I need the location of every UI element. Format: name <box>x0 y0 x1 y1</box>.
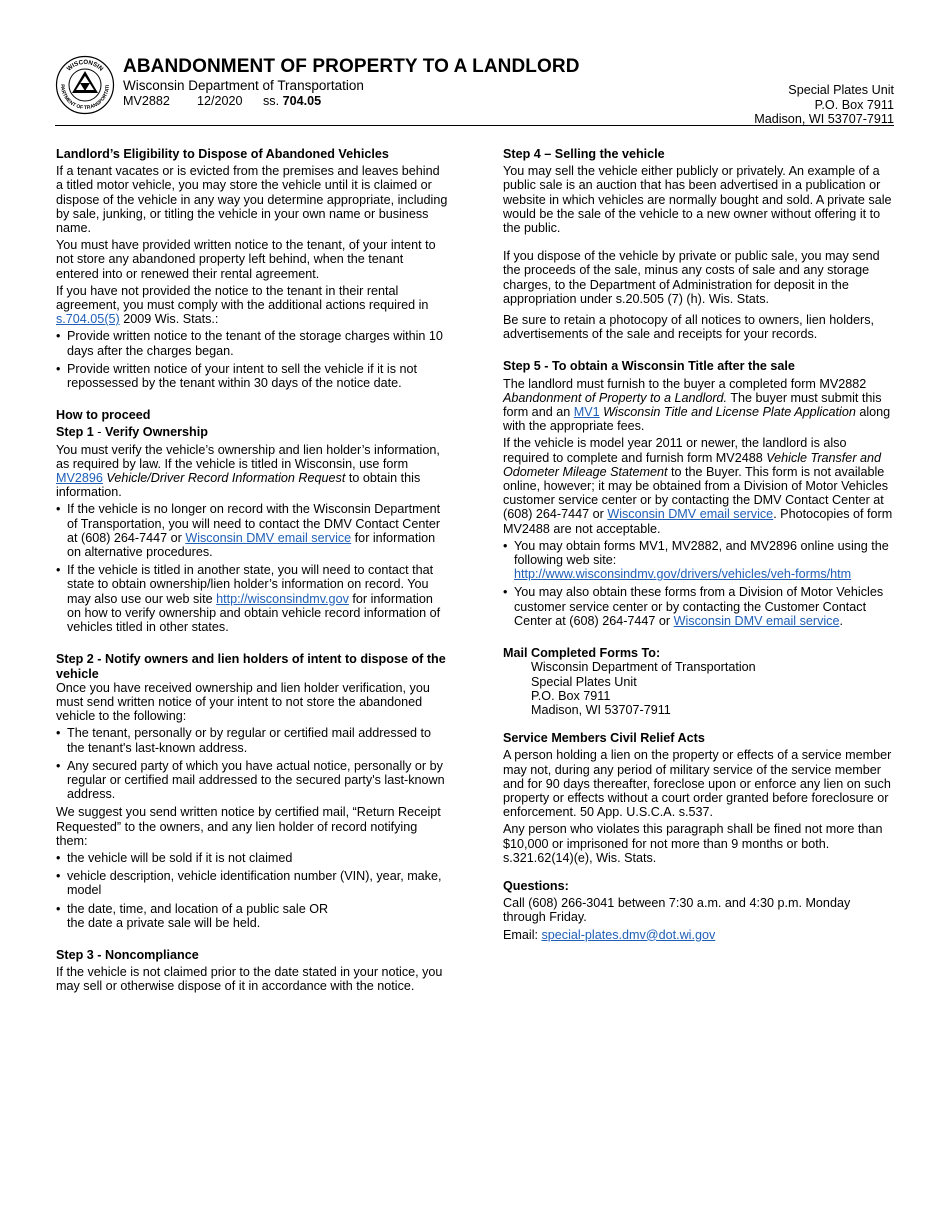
step5-p2 <box>503 436 894 535</box>
mail-address-line: Madison, WI 53707-7911 <box>531 702 671 717</box>
step5-p1-mid: The buyer must submit this form and an <box>503 390 882 420</box>
step1-label: Step 1 <box>56 425 94 440</box>
email-link[interactable]: special-plates.dmv@dot.wi.gov <box>541 927 716 942</box>
step5-b1-text: You may obtain forms MV1, MV2882, and MV2896 online using the following web site: <box>514 538 889 568</box>
step1-p1 <box>56 443 448 500</box>
statute-prefix: ss. <box>263 94 280 108</box>
step5-b2-tail: . <box>839 613 843 628</box>
mv2488-title: Vehicle Transfer and Odometer Mileage Statement <box>503 450 882 479</box>
scra-p2: Any person who violates this paragraph shall be fined not more than $10,000 or imprisoned for not more than 9 months or both. s.321.62(14)(e), Wis. Stats. <box>503 822 883 865</box>
step2-heading: Step 2 - Notify owners and lien holders of intent to dispose of the vehicle <box>56 652 446 681</box>
wisdot-seal-icon <box>55 55 115 115</box>
eligibility-p3-text: If you have not provided the notice to the tenant in their rental agreement, you must comply with the additional actions required in <box>56 283 429 313</box>
step5-heading: Step 5 - To obtain a Wisconsin Title after the sale <box>503 359 795 374</box>
svg-text:WISCONSIN <box>66 59 105 73</box>
address-line: Madison, WI 53707-7911 <box>754 112 894 126</box>
email-label: Email: <box>503 927 542 942</box>
mv2882-title: Abandonment of Property to a Landlord. <box>503 390 728 405</box>
step1-b1-text: If the vehicle is no longer on record with the Wisconsin Department of Transportation, you will need to contact the DMV Contact Center at (608) 264-7447 or <box>67 502 441 545</box>
list-item <box>56 563 448 634</box>
questions-p1: Call (608) 266-3041 between 7:30 a.m. and 4:30 p.m. Monday through Friday. <box>503 896 851 925</box>
sale-line-2: the date a private sale will be held. <box>67 915 261 930</box>
statute-number: 704.05 <box>282 94 322 108</box>
list-item: • the vehicle will be sold if it is not claimed <box>56 851 448 865</box>
list-item: • Provide written notice of your intent to sell the vehicle if it is not repossessed by the tenant within 30 days of the notice date. <box>56 362 448 390</box>
department-name: Wisconsin Department of Transportation <box>123 78 364 93</box>
dmv-email-link-3[interactable]: Wisconsin DMV email service <box>673 613 840 628</box>
eligibility-p2: You must have provided written notice to the tenant, of your intent to not store any abandoned property left behind, when the tenant entered into or renewed their rental agreement. <box>56 238 436 281</box>
address-line: Special Plates Unit <box>788 83 894 97</box>
step5-p2-mid: to the Buyer. This form is not available online, however; it may be obtained from a Division of Motor Vehicles customer service center or by contacting the DMV Contact Center at (608) 264-7447 or <box>503 464 889 522</box>
form-date: 12/2020 <box>197 94 243 108</box>
eligibility-p1: If a tenant vacates or is evicted from the premises and leaves behind a titled motor vehicle, you may store the vehicle until it is claimed or dispose of the vehicle in any way you determine appropriate, including by sale, junking, or titling the vehicle in your own name or business name. <box>56 164 448 236</box>
mail-heading: Mail Completed Forms To: <box>503 646 661 661</box>
list-item <box>503 539 894 582</box>
dmv-email-link-2[interactable]: Wisconsin DMV email service <box>607 507 774 522</box>
step1-b1-tail: for information on alternative procedures. <box>67 530 436 560</box>
dmv-email-link[interactable]: Wisconsin DMV email service <box>185 530 352 545</box>
step2-p2: We suggest you send written notice by certified mail, “Return Receipt Requested” to the owners, and any lien holder of record notifying them: <box>56 805 441 848</box>
left-column <box>56 147 448 994</box>
seal-text-top: WISCONSIN <box>65 58 105 73</box>
step5-p2-text: If the vehicle is model year 2011 or newer, the landlord is also required to complete and furnish form MV2488 <box>503 436 847 465</box>
form-number: MV2882 <box>123 94 170 108</box>
step5-p1-text: The landlord must furnish to the buyer a completed form MV2882 <box>503 376 867 391</box>
right-column <box>503 147 894 942</box>
step1-title: Verify Ownership <box>105 425 208 440</box>
step2-list <box>56 726 448 801</box>
eligibility-list <box>56 329 448 390</box>
scra-heading: Service Members Civil Relief Acts <box>503 731 705 746</box>
list-item <box>56 502 448 559</box>
header-address <box>754 83 894 127</box>
questions-heading: Questions: <box>503 878 569 893</box>
step1-p1-text: You must verify the vehicle’s ownership and lien holder’s information, as required by law. If the vehicle is titled in Wisconsin, use form <box>56 442 440 471</box>
seal-text-bottom: PARTMENT OF TRANSPORTATI <box>58 84 112 112</box>
questions-email <box>503 928 894 942</box>
header-divider <box>55 125 894 126</box>
mail-address-line: P.O. Box 7911 <box>531 688 611 703</box>
list-item: • The tenant, personally or by regular or certified mail addressed to the tenant's last-known address. <box>56 726 448 754</box>
step5-p1-tail: along with the appropriate fees. <box>503 405 891 434</box>
scra-p1: A person holding a lien on the property or effects of a service member may not, during any period of military service of the service member and for 90 days thereafter, foreclose upon or enforce any lien on such property or effects without a court order granted before foreclosure or enforcement. 50 App. U.S.C.A. s.537. <box>503 748 892 820</box>
step2-notify-list <box>56 851 448 930</box>
list-item <box>56 902 448 930</box>
step4-p3: Be sure to retain a photocopy of all notices to owners, lien holders, advertisements of the sale and receipts for your records. <box>503 313 875 342</box>
step5-list <box>503 539 894 628</box>
mail-address <box>503 660 894 717</box>
step5-p1 <box>503 377 894 434</box>
list-item: • Any secured party of which you have actual notice, personally or by regular or certified mail addressed to the secured party's last-known address. <box>56 759 448 802</box>
wisconsindmv-link[interactable]: http://wisconsindmv.gov <box>216 591 349 606</box>
forms-url-link[interactable]: http://www.wisconsindmv.gov/drivers/vehicles/veh-forms/htm <box>514 567 852 582</box>
how-to-proceed-heading: How to proceed <box>56 408 151 423</box>
step1-list <box>56 502 448 634</box>
mail-address-line: Wisconsin Department of Transportation <box>531 660 756 675</box>
mv1-title: Wisconsin Title and License Plate Application <box>599 405 856 420</box>
mv2896-title: Vehicle/Driver Record Information Request <box>102 471 346 486</box>
sale-line-1: the date, time, and location of a public sale OR <box>67 901 329 916</box>
list-item: • vehicle description, vehicle identification number (VIN), year, make, model <box>56 869 448 897</box>
step3-heading: Step 3 - Noncompliance <box>56 947 199 962</box>
step1-sep: - <box>93 425 105 440</box>
step5-b2-text: You may also obtain these forms from a Division of Motor Vehicles customer service center or by contacting the Customer Contact Center at (608) 264-7447 or <box>514 585 884 628</box>
list-item <box>503 585 894 628</box>
form-info <box>123 94 321 109</box>
list-item: • Provide written notice to the tenant of the storage charges within 10 days after the charges began. <box>56 329 448 357</box>
step2-p1: Once you have received ownership and lien holder verification, you must send written notice of your intent to not store the abandoned vehicle to the following: <box>56 680 430 724</box>
mail-address-line: Special Plates Unit <box>531 674 637 689</box>
eligibility-p3-tail: 2009 Wis. Stats.: <box>119 312 219 327</box>
step1-heading <box>56 425 448 439</box>
step4-p2: If you dispose of the vehicle by private or public sale, you may send the proceeds of the sale, minus any costs of sale and any storage charges, to the Department of Administration for deposit in the appropriation under s.20.505 (7) (h). Wis. Stats. <box>503 249 880 306</box>
step1-b2-text: If the vehicle is titled in another state, you will need to contact that state to obtain ownership/lien holder’s information on record. You may also use our web site <box>67 563 434 606</box>
step1-p1-tail: to obtain this information. <box>56 471 421 500</box>
mv1-link[interactable]: MV1 <box>573 405 600 420</box>
step4-heading: Step 4 – Selling the vehicle <box>503 147 665 161</box>
step4-p1: You may sell the vehicle either publicly or privately. An example of a public sale is an auction that has been advertised in a publication or website in which vehicles are normally bought and sold. A private sale would be the sale of the vehicle to a new owner without offering it to the public. <box>503 164 892 236</box>
eligibility-heading: Landlord’s Eligibility to Dispose of Abandoned Vehicles <box>56 147 389 161</box>
step3-p1: If the vehicle is not claimed prior to the date stated in your notice, you may sell or otherwise dispose of it in accordance with the notice. <box>56 965 443 994</box>
step1-b2-tail: for information on how to verify ownership and obtain vehicle record information of vehicles titled in other states. <box>67 591 441 635</box>
statute-704-link[interactable]: s.704.05(5) <box>56 312 120 327</box>
mv2896-link[interactable]: MV2896 <box>56 471 103 486</box>
eligibility-p3 <box>56 284 448 327</box>
step5-p2-tail: . Photocopies of form MV2488 are not acceptable. <box>503 507 893 536</box>
page-title: ABANDONMENT OF PROPERTY TO A LANDLORD <box>123 56 580 77</box>
address-line: P.O. Box 7911 <box>814 97 894 112</box>
